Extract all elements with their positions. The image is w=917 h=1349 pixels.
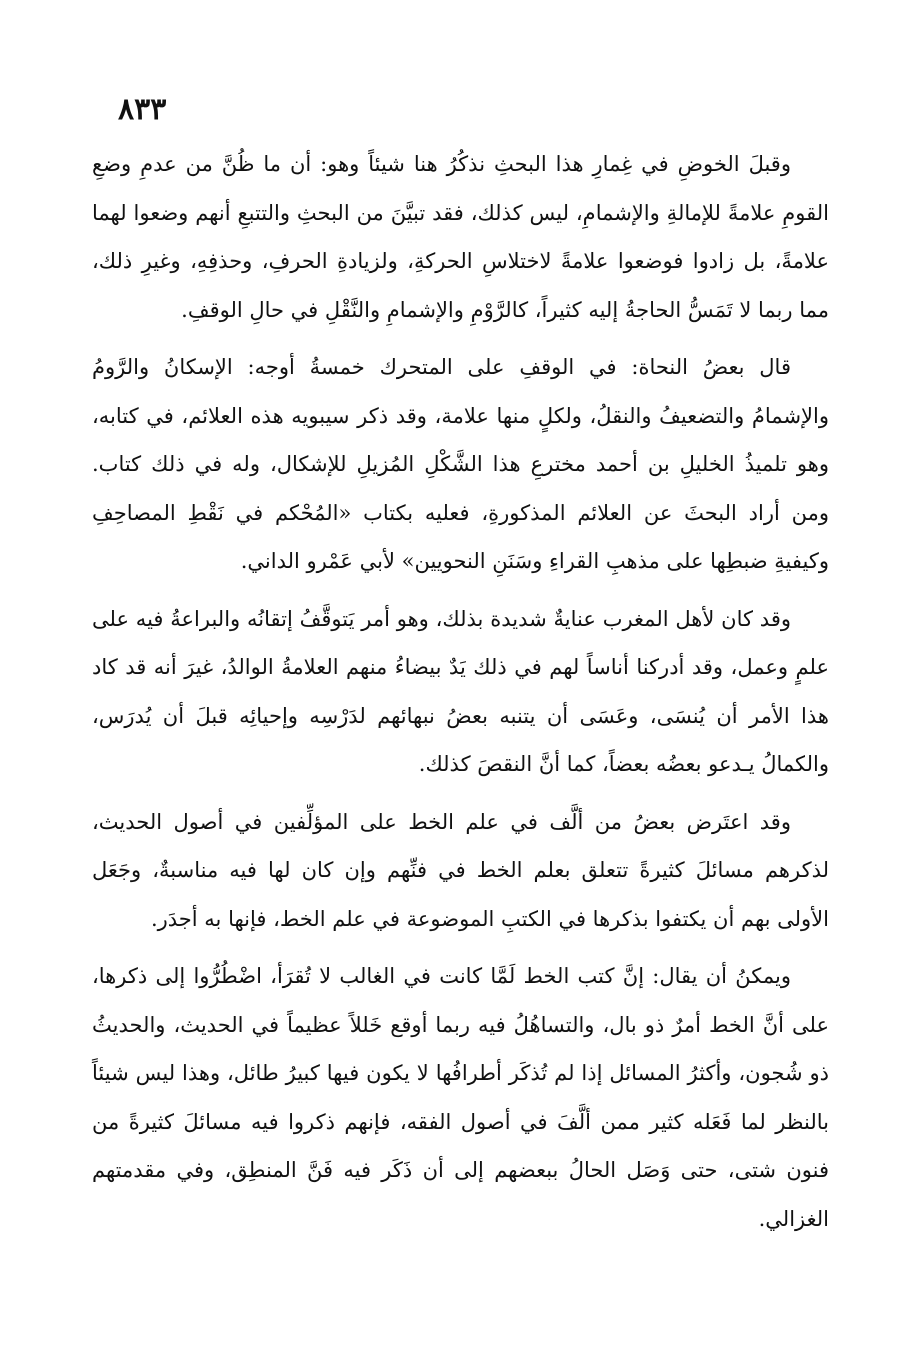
paragraph-1: وقبلَ الخوضِ في غِمارِ هذا البحثِ نذكُرُ هنا شيئاً وهو: أن ما ظُنَّ من عدمِ وضعِ القومِ علامةً للإمالةِ والإشمامِ، ليس كذلك، فقد تبيَّنَ من البحثِ والتتبعِ أنهم وضعوا لهما علامةً، بل زادوا فوضعوا علامةً لاختلاسِ الحركةِ، ولزيادةِ الحرفِ، وحذفِهِ، وغيرِ ذلك، مما ربما لا تَمَسُّ الحاجةُ إليه كثيراً، كالرَّوْمِ والإشمامِ والنَّقْلِ في حالِ الوقفِ. [92, 152, 829, 322]
paragraph-3: وقد كان لأهل المغرب عنايةٌ شديدة بذلك، وهو أمر يَتوقَّفُ إتقانُه والبراعةُ فيه على علمٍ وعمل، وقد أدركنا أناساً لهم في ذلك يَدٌ بيضاءُ منهم العلامةُ الوالدُ، غيرَ أنه قد كاد هذا الأمر أن يُنسَى، وعَسَى أن يتنبه بعضُ نبهائهم لدَرْسِه وإحيائِه قبلَ أن يُدرَس، والكمالُ يـدعو بعضُه بعضاً، كما أنَّ النقصَ كذلك. [92, 606, 829, 776]
paragraph-5: ويمكنُ أن يقال: إنَّ كتب الخط لَمَّا كانت في الغالب لا تُقرَأ، اضْطُرُّوا إلى ذكرها، على أنَّ الخط أمرٌ ذو بال، والتساهُلُ فيه ربما أوقع خَللاً عظيماً في الحديث، والحديثُ ذو شُجون، وأكثرُ المسائل إذا لم تُذكَر أطرافُها لا يكون فيها كبيرُ طائل، وهذا ليس شيئاً بالنظر لما فَعَله كثير ممن ألَّفَ في أصول الفقه، فإنهم ذكروا فيه مسائلَ كثيرةً من فنون شتى، حتى وَصَل الحالُ ببعضهم إلى أن ذَكَر فيه فَنَّ المنطِق، وفي مقدمتهم الغزالي. [92, 964, 829, 1231]
paragraph-2: قال بعضُ النحاة: في الوقفِ على المتحرك خمسةُ أوجه: الإسكانُ والرَّومُ والإشمامُ والتضعيفُ والنقلُ، ولكلٍ منها علامة، وقد ذكر سيبويه هذه العلائم، في كتابه، وهو تلميذُ الخليلِ بن أحمد مخترعِ هذا الشَّكْلِ المُزيلِ للإشكال، وله في ذلك كتاب. ومن أراد البحثَ عن العلائم المذكورةِ، فعليه بكتاب «المُحْكم في نَقْطِ المصاحِفِ وكيفيةِ ضبطِها على مذهبِ القراءِ وسَنَنِ النحويين» لأبي عَمْرو الداني. [92, 355, 829, 573]
page-body [92, 140, 829, 1243]
paragraph-4: وقد اعتَرض بعضُ من ألَّف في علم الخط على المؤلِّفين في أصول الحديث، لذكرهم مسائلَ كثيرةً تتعلق بعلم الخط في فنِّهم وإن كان لها فيه مناسبةٌ، وجَعَل الأولى بهم أن يكتفوا بذكرها في الكتبِ الموضوعة في علم الخط، فإنها به أجدَر. [92, 809, 829, 931]
page-number: ٨٣٣ [118, 92, 167, 127]
